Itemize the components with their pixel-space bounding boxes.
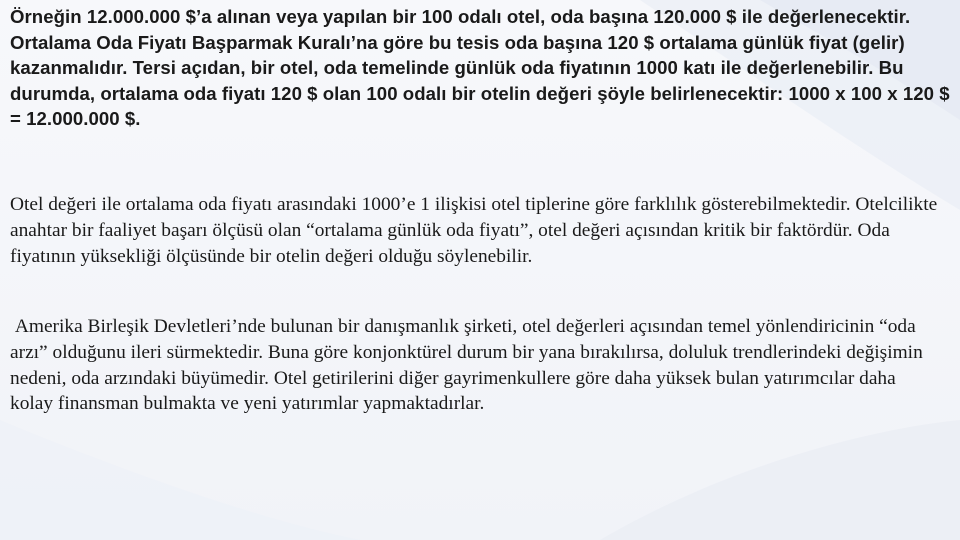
- example-valuation-paragraph: Örneğin 12.000.000 $’a alınan veya yapılan bir 100 odalı otel, oda başına 120.000 $ ile değerlenecektir. Ortalama Oda Fiyatı Başparmak Kuralı’na göre bu tesis oda başına 120 $ ortalama günlük fiyat (gelir) kazanmalıdır. Tersi açıdan, bir otel, oda temelinde günlük oda fiyatının 1000 katı ile değerlenebilir. Bu durumda, ortalama oda fiyatı 120 $ olan 100 odalı bir otelin değeri şöyle belirlenecektir: 1000 x 100 x 120 $ = 12.000.000 $.: [10, 6, 950, 130]
- room-supply-paragraph: Amerika Birleşik Devletleri’nde bulunan bir danışmanlık şirketi, otel değerleri açısından temel yönlendiricinin “oda arzı” olduğunu ileri sürmektedir. Buna göre konjonktürel durum bir yana bırakılırsa, doluluk trendlerindeki değişimin nedeni, oda arzındaki büyümedir. Otel getirilerini diğer gayrimenkullere göre daha yüksek bulan yatırımcılar daha kolay finansman bulmakta ve yeni yatırımlar yapmaktadırlar.: [10, 316, 928, 415]
- value-ratio-paragraph: Otel değeri ile ortalama oda fiyatı arasındaki 1000’e 1 ilişkisi otel tiplerine göre farklılık gösterebilmektedir. Otelcilikte anahtar bir faaliyet başarı ölçüsü olan “ortalama günlük oda fiyatı”, otel değeri açısından kritik bir faktördür. Oda fiyatının yüksekliği ölçüsünde bir otelin değeri olduğu söylenebilir.: [10, 194, 938, 267]
